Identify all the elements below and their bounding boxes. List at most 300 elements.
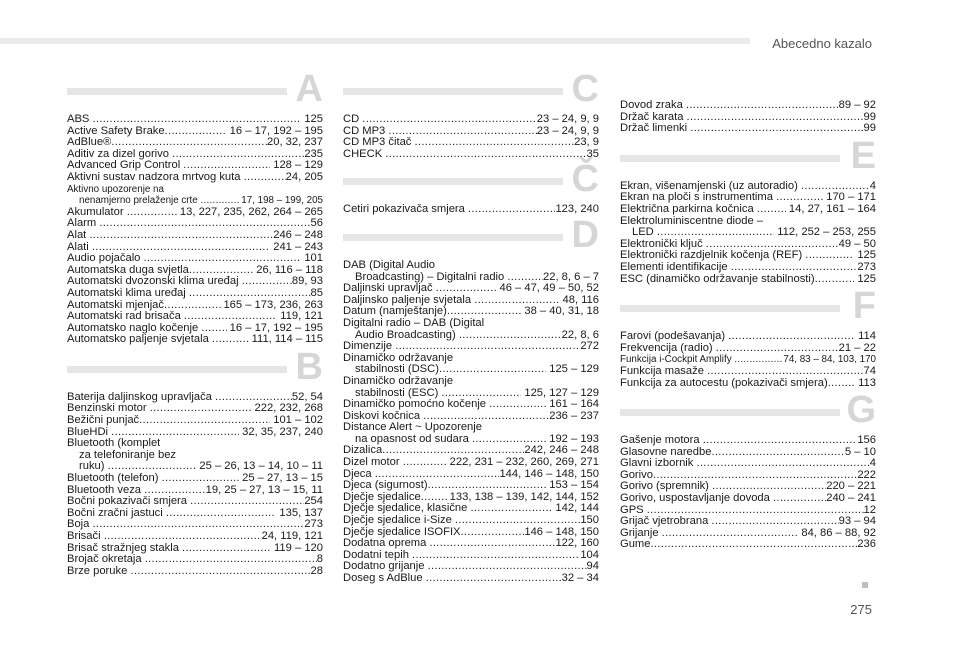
entry-term: Djeca (sigurnost) [343,480,428,492]
entry-leader-dots [145,554,317,566]
index-entry [343,550,599,562]
entry-term: Grijanje [620,527,662,539]
entry-term: Brze poruke [67,565,131,577]
entry-term: Elektroluminiscentne diode – [620,215,764,227]
entry-pages: 128 – 129 [270,159,323,172]
entry-pages: 235 [304,147,323,160]
index-entry [620,204,876,216]
entry-term: Automatski mjenjač [67,299,164,311]
entry-pages: 84, 86 – 88, 92 [798,526,876,539]
entry-term: GPS [620,504,647,516]
index-entry [620,366,876,378]
index-entry [620,447,876,459]
entry-pages: 24, 205 [285,170,323,183]
entry-pages: 125 [301,113,323,125]
entry-leader-dots [189,288,311,300]
index-entry [67,230,323,242]
entry-list [343,260,599,585]
entry-leader-dots [108,461,197,473]
entry-term: CD MP3 čitač [343,137,415,149]
entry-term: Automatsko paljenje svjetala [67,334,212,346]
entry-term: Dizel motor [343,457,403,469]
index-section-Č [343,158,599,216]
entry-leader-dots [453,376,599,388]
entry-term: CD [343,114,363,125]
section-letter: B [295,345,323,388]
entry-term: Dinamičko održavanje [343,352,454,364]
entry-term: Elektronički razdjelnik kočenja (REF) [620,250,806,262]
index-entry [67,160,323,172]
entry-term: Daljinski upravljač [343,283,436,295]
entry-pages: 25 – 26, 13 – 14, 10 – 11 [196,460,323,473]
index-entry [620,123,876,135]
entry-term: Audio Broadcasting) [355,329,459,341]
index-column-3 [620,78,876,559]
header-title: Abecedno kazalo [772,36,872,51]
entry-pages: 165 – 173, 236, 263 [223,298,323,311]
index-section-B [67,345,323,578]
entry-term: Dovod zraka [620,100,686,111]
section-header [67,68,323,114]
entry-term: Dizalica [343,445,383,457]
entry-term: Bluetooth (telefon) [67,473,162,485]
page-number: 275 [850,602,872,617]
entry-term: Glasovne naredbe [620,446,712,458]
section-letter: E [850,134,876,177]
entry-leader-dots [421,492,447,504]
entry-pages: 24, 119, 121 [258,530,323,542]
entry-leader-dots [805,250,854,262]
entry-leader-dots [395,341,580,353]
entry-term: CHECK [343,148,386,160]
entry-pages: 150 [580,514,599,527]
index-entry [67,195,323,207]
entry-pages: 170 – 171 [823,191,876,204]
entry-term: Gorivo (spremnik) [620,481,713,493]
entry-leader-dots [144,485,206,497]
section-rule [620,155,840,162]
index-entry [343,204,599,216]
entry-leader-dots [375,469,500,481]
entry-leader-dots [455,515,580,527]
index-column-1 [67,68,323,585]
section-header [343,213,599,260]
entry-leader-dots [706,239,839,251]
entry-term: Diskovi kočnica [343,410,424,422]
index-entry [620,274,876,286]
entry-leader-dots [459,330,562,342]
entry-pages: 101 [301,252,323,265]
entry-term: Advanced Grip Control [67,160,184,172]
entry-pages: 242, 246 – 248 [524,444,599,457]
entry-leader-dots [429,538,555,550]
entry-leader-dots [650,539,857,551]
entry-leader-dots [160,438,323,450]
entry-leader-dots [388,126,536,138]
entry-leader-dots [757,204,786,216]
header-bar [0,38,750,44]
entry-pages: 48, 116 [559,293,599,306]
index-entry [343,364,599,376]
entry-pages: 35 [586,147,599,160]
index-section-D [343,213,599,585]
entry-term: Glavni izbornik [620,458,697,470]
index-entry [343,149,599,161]
entry-pages: 135, 137 [276,506,323,519]
entry-leader-dots [696,458,869,470]
entry-pages: 101 – 102 [270,414,323,427]
section-letter: C [571,68,599,110]
entry-leader-dots [484,318,599,330]
section-header [343,68,599,114]
section-rule [620,305,840,312]
entry-term: Doseg s AdBlue [343,573,426,584]
entry-pages: 273 [304,518,323,531]
section-letter: A [295,68,323,110]
entry-leader-dots [201,323,226,335]
entry-leader-dots [184,311,277,323]
entry-pages: 21 – 22 [838,341,876,354]
entry-leader-dots [92,242,270,254]
entry-term: Aktivni sustav nadzora mrtvog kuta [67,171,244,183]
entry-term: Dječje sjedalice i-Size [343,515,455,527]
entry-pages: 4 [869,179,876,192]
section-header [343,158,599,204]
entry-pages: 25 – 27, 13 – 15 [239,472,323,485]
index-entry [67,427,323,439]
entry-leader-dots [441,388,521,400]
entry-leader-dots [244,172,286,184]
entry-term: Digitalni radio – DAB (Digital [343,317,485,329]
entry-pages: 12 [863,503,876,516]
section-rule [343,88,563,95]
entry-pages: 99 [863,122,876,135]
entry-pages: 89, 93 [291,275,323,288]
entry-term: Dinamičko održavanje [343,375,454,387]
index-entry [343,137,599,149]
section-rule [67,88,287,95]
entry-term: Funkcija masaže [620,365,708,377]
index-entry [620,493,876,505]
entry-pages: 23 – 24, 9, 9 [536,124,599,137]
entry-term: Benzinski motor [67,403,150,415]
entry-pages: 23, 9 [574,136,599,149]
entry-pages: 144, 146 – 148, 150 [499,467,599,480]
entry-term: Dječje sjedalice [343,491,421,503]
entry-term: Brisač stražnjeg stakla [67,542,183,554]
entry-pages: 94 [586,560,599,573]
index-entry [343,376,599,388]
section-letter: Č [571,158,599,201]
entry-leader-dots [139,415,270,427]
entry-leader-dots [647,505,864,517]
index-entry [343,538,599,550]
index-section-F [620,285,876,389]
entry-pages: 74, 83 – 84, 103, 170 [783,354,876,366]
index-entry [620,458,876,470]
entry-list [67,114,323,346]
entry-pages: 273 [857,260,876,273]
entry-term: Gašenje motora [620,435,703,447]
entry-pages: 74 [863,364,876,377]
entry-term: Funkcija i-Cockpit Amplify [620,354,735,366]
entry-leader-dots [144,253,302,265]
entry-pages: 241 – 243 [270,240,323,253]
index-entry [67,242,323,254]
index-entry [343,503,599,515]
entry-leader-dots [711,447,844,459]
entry-list [620,331,876,389]
entry-pages: 125 [854,272,876,285]
index-entry [620,539,876,551]
entry-term: BlueHDi [67,426,112,438]
entry-term: Active Safety Brake [67,125,165,137]
entry-leader-dots [104,531,259,543]
entry-pages: 85 [310,286,323,299]
entry-pages: 5 – 10 [844,445,876,458]
entry-term: Akumulator [67,206,127,218]
index-section [620,100,876,135]
entry-term: Frekvencija (radio) [620,342,716,354]
entry-list [343,114,599,160]
entry-leader-dots [815,274,855,286]
section-header [67,345,323,392]
index-entry [67,543,323,555]
entry-term: Djeca [343,468,375,480]
entry-leader-dots [127,207,177,219]
entry-leader-dots [130,566,310,578]
entry-pages: 26, 116 – 118 [253,263,323,276]
index-entry [67,508,323,520]
entry-term: stabilnosti (ESC) [355,387,442,399]
entry-term: Električna parkirna kočnica [620,203,757,215]
index-entry [620,343,876,355]
entry-pages: 13, 227, 235, 262, 264 – 265 [176,205,323,218]
entry-leader-dots [111,427,239,439]
index-entry [67,311,323,323]
index-entry [343,341,599,353]
index-entry [343,515,599,527]
entry-list [620,435,876,551]
index-entry [67,207,323,219]
entry-term: Dodatno grijanje [343,561,428,573]
entry-leader-dots [703,435,858,447]
entry-term: Dječje sjedalice ISOFIX [343,526,461,538]
index-entry [67,554,323,566]
entry-pages: 153 – 154 [546,479,599,492]
entry-pages: 142, 144 [552,502,599,515]
entry-term: Dinamičko pomoćno kočenje [343,399,490,411]
index-entry [67,485,323,497]
entry-list [67,392,323,578]
entry-leader-dots [166,508,276,520]
entry-term: AdBlue® [67,137,112,149]
entry-term: Ekran na ploči s instrumentima [620,192,777,204]
entry-pages: 52, 54 [291,390,323,403]
entry-leader-dots [164,300,223,312]
entry-pages: 56 [310,217,323,230]
index-entry [343,411,599,423]
entry-leader-dots [111,137,267,149]
entry-pages: 17, 198 – 199, 205 [238,195,323,207]
entry-pages: 32, 35, 237, 240 [239,425,323,438]
entry-term: Brisači [67,531,104,542]
entry-leader-dots [436,283,497,295]
index-entry [67,172,323,184]
entry-pages: 19, 25 – 27, 13 – 15, 11 [205,483,323,496]
entry-term: ABS [67,114,93,125]
section-header [620,285,876,331]
entry-term: Dječje sjedalice, klasične [343,503,471,515]
index-entry [343,114,599,126]
index-entry [67,438,323,450]
index-section-G [620,389,876,551]
entry-term: Broadcasting) – Digitalni radio [355,271,508,283]
entry-leader-dots [189,265,253,277]
entry-term: Gorivo [620,469,653,481]
entry-pages: 122, 160 [555,537,599,550]
index-entry [67,265,323,277]
entry-leader-dots [773,493,826,505]
entry-pages: 93 – 94 [838,515,876,528]
index-entry [67,566,323,578]
entry-term: Baterija daljinskog upravljača [67,391,216,403]
entry-leader-dots [412,550,580,562]
entry-term: Alati [67,241,92,253]
entry-list [343,204,599,216]
entry-term: Bočni pokazivači smjera [67,496,191,508]
entry-term: nenamjerno prelaženje crte [79,195,201,207]
section-letter: F [852,285,876,328]
section-header [620,134,876,181]
entry-pages: 156 [857,434,876,447]
entry-term: Gorivo, uspostavljanje dovoda [620,493,773,505]
entry-leader-dots [165,126,227,138]
index-section-E [620,134,876,285]
entry-term: Elektronički ključ [620,238,706,250]
entry-leader-dots [385,149,586,161]
entry-leader-dots [707,366,863,378]
entry-leader-dots [89,230,273,242]
entry-pages: 125, 127 – 129 [521,386,599,399]
entry-leader-dots [728,331,855,343]
entry-term: Dodatna oprema [343,538,430,550]
entry-term: CD MP3 [343,125,389,137]
entry-term: Dimenzije [343,341,396,353]
entry-term: ruku) [79,461,108,473]
entry-pages: 22, 8, 6 – 7 [543,270,599,283]
entry-term: Automatski rad brisača [67,311,184,323]
index-entry [67,415,323,427]
page-marker [862,582,868,588]
entry-leader-dots [439,364,546,376]
index-entry [343,318,599,330]
index-entry [67,137,323,149]
entry-leader-dots [686,100,839,112]
entry-pages: 146 – 148, 150 [524,525,599,538]
entry-pages: 222, 231 – 232, 260, 269, 271 [446,456,599,469]
entry-term: Aditiv za dizel gorivo [67,148,173,160]
entry-leader-dots [734,354,783,366]
entry-pages: 111, 114 – 115 [248,333,323,346]
entry-leader-dots [662,528,799,540]
entry-pages: 99 [863,110,876,123]
entry-pages: 104 [580,548,599,561]
index-entry [67,531,323,543]
entry-leader-dots [426,573,562,585]
entry-term: Funkcija za autocestu (pokazivači smjera) [620,377,828,389]
entry-leader-dots [435,260,599,272]
entry-leader-dots [415,137,575,149]
index-entry [67,288,323,300]
entry-term: Bočni zračni jastuci [67,507,166,519]
entry-pages: 192 – 193 [546,432,599,445]
entry-leader-dots [690,123,863,135]
entry-leader-dots [716,343,839,355]
entry-pages: 161 – 164 [546,398,599,411]
entry-pages: 46 – 47, 49 – 50, 52 [496,282,599,295]
entry-term: Audio pojačalo [67,253,144,265]
entry-leader-dots [403,457,447,469]
entry-leader-dots [183,160,270,172]
entry-pages: 119 – 120 [270,541,323,554]
index-entry [620,435,876,447]
index-entry [620,250,876,262]
index-section-A [67,68,323,346]
entry-term: Bežični punjač [67,415,140,427]
entry-leader-dots [164,184,323,196]
entry-term: Farovi (podešavanja) [620,331,729,343]
index-entry [620,100,876,112]
entry-term: DAB (Digital Audio [343,259,436,271]
entry-pages: 222, 232, 268 [251,402,323,415]
entry-term: Bluetooth (komplet [67,438,161,450]
entry-leader-dots [362,114,537,126]
index-entry [620,262,876,274]
index-entry [343,561,599,573]
index-entry [620,331,876,343]
index-entry [343,306,599,318]
entry-term: Držač karata [620,111,687,123]
entry-leader-dots [150,403,252,415]
entry-pages: 236 – 237 [549,409,599,422]
entry-pages: 222 [857,468,876,481]
index-entry [620,354,876,366]
entry-pages: 16 – 17, 192 – 195 [226,124,323,137]
entry-leader-dots [828,378,855,390]
entry-pages: 113 [855,376,876,389]
entry-term: Daljinsko paljenje svjetala [343,294,475,306]
entry-leader-dots [242,276,292,288]
entry-pages: 14, 27, 161 – 164 [785,202,876,215]
index-entry [67,184,323,196]
section-rule [343,234,563,241]
index-entry [67,253,323,265]
index-entry [343,330,599,342]
entry-term: stabilnosti (DSC) [355,364,439,376]
section-letter: D [571,213,599,256]
entry-pages: 112, 252 – 253, 255 [774,226,876,239]
entry-term: LED [632,227,657,239]
entry-pages: 4 [869,457,876,470]
entry-term: Bluetooth veza [67,484,145,496]
entry-leader-dots [93,114,302,126]
entry-pages: 133, 138 – 139, 142, 144, 152 [446,490,599,503]
entry-pages: 49 – 50 [838,237,876,250]
section-letter: G [846,389,876,432]
entry-pages: 246 – 248 [273,228,323,241]
index-entry [343,283,599,295]
